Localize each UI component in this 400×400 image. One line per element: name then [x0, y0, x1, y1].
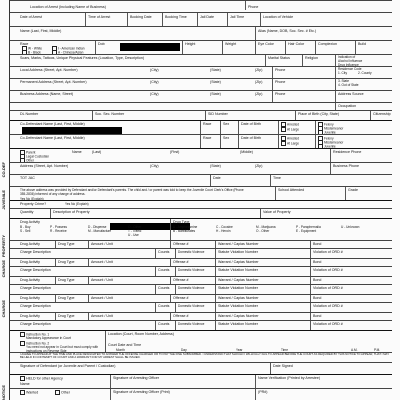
violation-ord: Violation of ORD #	[313, 250, 343, 254]
business-label: Business Address (Name, Street)	[20, 92, 74, 96]
drug-type: Drug Type	[58, 314, 75, 318]
res-code-label: Residence Code	[338, 67, 362, 71]
sub-manufacture: M - Manufacture	[88, 229, 112, 233]
sub-possess: P - Possess	[50, 225, 67, 229]
codef1-race: Race	[203, 122, 212, 126]
codef1-arrested: Arrested	[287, 122, 300, 127]
religion-label: Religion	[305, 56, 318, 60]
offense-number: Offense #	[173, 260, 189, 264]
domestic-violence: Domestic Violence	[178, 286, 205, 290]
held-for: HELD for other Agency	[26, 376, 63, 381]
other-agency-check: Other	[61, 390, 70, 395]
weight-label: Weight	[225, 42, 237, 46]
offense-number: Offense #	[173, 242, 189, 246]
codef2-juv: Juvenile	[324, 144, 336, 149]
codef2-dob: Date of Birth	[241, 136, 261, 140]
physical-row	[10, 40, 392, 54]
codef2-atlarge: At Large	[287, 141, 300, 146]
bond: Bond	[313, 242, 322, 246]
court-am: A.M.	[351, 348, 358, 352]
permanent-address-label: Permanent Address (Street, Apt. Number)	[20, 80, 87, 84]
domestic-violence: Domestic Violence	[178, 304, 205, 308]
parent-middle: (Middle)	[240, 150, 253, 154]
ssn-label: Soc. Sec. Number	[95, 112, 125, 116]
juv-yes-no: Yes No (Explain)	[20, 197, 44, 201]
counts: Counts	[158, 304, 170, 308]
res-county: 2. County	[358, 71, 372, 75]
complexion-label: Complexion	[318, 42, 337, 46]
property-yes-no: Yes No (Explain)	[65, 202, 89, 206]
sub-use: U - Use	[128, 233, 139, 237]
drug-activity-row	[10, 240, 392, 248]
juvenile-notice-text: The above address was provided by Defendant and/or Defendant's parents. The child and / or parent was told to keep the Juvenile Court Clerk's Office (Phone 355-2836) informed of any change of address.	[20, 188, 244, 196]
domestic-violence: Domestic Violence	[178, 268, 205, 272]
held-name: Name	[20, 382, 30, 386]
warrant-number: Warrant / Capias Number	[218, 260, 259, 264]
build-label: Build	[358, 42, 366, 46]
offense-number: Offense #	[173, 278, 189, 282]
name-verify: Name Verification (Printed by Arrestee)	[258, 376, 321, 380]
drug-activity-row	[10, 258, 392, 266]
statute-number: Statute Violation Number	[218, 250, 258, 254]
drug-activity-row	[10, 312, 392, 320]
bond: Bond	[313, 314, 322, 318]
charge-description: Charge Description	[20, 322, 51, 326]
indication-label: Indication of	[338, 55, 356, 59]
badge-label: (PR#)	[258, 390, 268, 394]
local-zip: (Zip)	[255, 68, 263, 72]
codef2-misd: Misdemeanor	[324, 140, 344, 145]
amount-unit: Amount / Unit	[91, 296, 113, 300]
codef2-arrested: Arrested	[287, 136, 300, 141]
counts: Counts	[158, 322, 170, 326]
amount-unit: Amount / Unit	[91, 260, 113, 264]
statute-number: Statute Violation Number	[218, 286, 258, 290]
name-label: Name (Last, First, Middle)	[20, 29, 62, 33]
tot-time: Time	[273, 176, 281, 180]
parent-res-phone: Residence Phone	[333, 150, 362, 154]
height-label: Height	[185, 42, 196, 46]
school-label: School Attended	[278, 188, 305, 192]
permanent-address-row	[10, 78, 392, 90]
court-time: Time	[281, 348, 288, 352]
sig-defendant: Signature of Defendant (or Juvenile and Parent / Custodian)	[20, 364, 116, 368]
charge-description: Charge Description	[20, 268, 51, 272]
amount-unit: Amount / Unit	[91, 242, 113, 246]
local-state: (State)	[210, 68, 221, 72]
instruction-2: Instruction No. 2	[26, 341, 50, 346]
tot-date: Date	[213, 176, 221, 180]
location-row	[10, 0, 392, 10]
charge-description: Charge Description	[20, 250, 51, 254]
codef2-sex: Sex	[223, 136, 230, 140]
drug-type: Drug Type	[58, 278, 75, 282]
race-white: W - White	[28, 46, 42, 51]
codef-row-2	[10, 134, 392, 148]
local-phone: Phone	[275, 68, 286, 72]
drug-label: Drug Influence	[338, 63, 359, 67]
res-city: 1. City	[338, 71, 348, 75]
juvenile-side-label: JUVENILE	[1, 190, 6, 210]
redacted-dob	[120, 43, 180, 51]
drug-activity-row	[10, 294, 392, 302]
bus-state: (State)	[210, 92, 221, 96]
parent-state: (State)	[210, 164, 221, 168]
dates-row	[10, 12, 392, 26]
instruction-1: Instruction No. 1	[26, 332, 50, 337]
drug-amph: A - Amphetamine	[173, 225, 198, 229]
charge-row	[10, 320, 392, 330]
violation-ord: Violation of ORD #	[313, 322, 343, 326]
perm-zip: (Zip)	[255, 80, 263, 84]
local-city: (City)	[150, 68, 159, 72]
drug-legend-row	[10, 218, 392, 240]
instruction-2b: You need not appear in Court but must comply with instructions on Reverse Side	[26, 345, 99, 353]
tot-jac-label: TOT JAC	[20, 176, 35, 180]
property-header-row	[10, 208, 392, 218]
notice-side-label: NOTICE	[1, 385, 6, 400]
perm-city: (City)	[150, 80, 159, 84]
drug-other: O - Other	[256, 229, 270, 233]
court-day: Day	[181, 348, 187, 352]
domestic-violence: Domestic Violence	[178, 250, 205, 254]
bond: Bond	[313, 260, 322, 264]
business-row	[10, 90, 392, 102]
charge-row	[10, 248, 392, 258]
drug-activity: Drug Activity	[20, 296, 40, 300]
agree-row	[10, 352, 392, 362]
warrant-number: Warrant / Capias Number	[218, 296, 259, 300]
property-side-label: PROPERTY	[1, 235, 6, 258]
parent-bus-phone: Business Phone	[333, 164, 359, 168]
bond: Bond	[313, 296, 322, 300]
codef2-race: Race	[203, 136, 212, 140]
held-row	[10, 374, 392, 388]
perm-phone: Phone	[275, 80, 286, 84]
parent-check: Parent	[26, 150, 36, 155]
drug-marijuana: M - Marijuana	[256, 225, 276, 229]
codef-row-1	[10, 120, 392, 134]
parent-last: (Last)	[92, 150, 102, 154]
occupation-row	[10, 102, 392, 110]
vehicle-location-label: Location of Vehicle	[263, 15, 294, 19]
race-black: B - Black	[28, 50, 41, 55]
drug-equip: E - Equipment	[296, 229, 317, 233]
amount-unit: Amount / Unit	[91, 314, 113, 318]
alcohol-label: Alcohol Influence	[338, 59, 363, 63]
property-quantity: Quantity	[20, 210, 34, 214]
wanted-check: Wanted	[26, 390, 39, 395]
property-crime-row	[10, 200, 392, 208]
codef2-label: Co-Defendant Name (Last, First, Middle)	[20, 136, 85, 140]
alias-label: Alias (Name, DOB, Soc. Sec. # Etc.)	[258, 29, 317, 33]
bond: Bond	[313, 278, 322, 282]
violation-ord: Violation of ORD #	[313, 268, 343, 272]
pob-label: Place of Birth (City, State)	[298, 112, 340, 116]
eye-label: Eye Color	[258, 42, 274, 46]
name-row	[10, 26, 392, 40]
perm-state: (State)	[210, 80, 221, 84]
drug-activity-label: Drug Activity	[20, 220, 40, 224]
parent-address-row	[10, 162, 392, 174]
local-address-row	[10, 66, 392, 78]
property-value: Value of Property	[263, 210, 291, 214]
warrant-number: Warrant / Capias Number	[218, 314, 259, 318]
sig-officer-print: Signature of Arresting Officer (Print)	[113, 390, 170, 394]
booking-time-label: Booking Time	[165, 15, 187, 19]
date-arrest-label: Date of Arrest	[20, 15, 42, 19]
court-month: Month	[116, 348, 125, 352]
jail-time-label: Jail Time	[230, 15, 245, 19]
race-asian: A - Chinese/Asian	[58, 50, 84, 55]
grade-label: Grade	[348, 188, 358, 192]
bus-zip: (Zip)	[255, 92, 263, 96]
court-date-time: Court Date and Time	[108, 343, 142, 347]
redacted-codef1	[22, 127, 122, 134]
location-label: Location of Arrest (Including Name of Business)	[30, 5, 106, 9]
counts: Counts	[158, 286, 170, 290]
charge-row	[10, 302, 392, 312]
codef1-atlarge: At Large	[287, 127, 300, 132]
res-state: 3. State	[338, 79, 349, 83]
marital-label: Marital Status	[268, 56, 290, 60]
drug-unknown: U - Unknown	[341, 225, 360, 229]
codef1-label: Co-Defendant Name (Last, First, Middle)	[20, 122, 85, 126]
drug-barb: B - Barbiturates	[173, 229, 196, 233]
instruction-1b: Mandatory Appearance in Court	[26, 336, 72, 340]
drug-activity: Drug Activity	[20, 278, 40, 282]
race-label: Race	[20, 42, 29, 46]
warrant-number: Warrant / Capias Number	[218, 242, 259, 246]
codef-side-label: CO-DEF	[1, 162, 6, 178]
date-signed: Date Signed	[273, 364, 293, 368]
drug-type-label: Drug Type	[173, 220, 190, 224]
drug-cocaine: C - Cocaine	[216, 225, 233, 229]
property-crime: Property Crime?	[20, 202, 47, 206]
drug-activity-row	[10, 276, 392, 284]
codef1-felony: Felony	[324, 122, 334, 127]
codef1-sex: Sex	[223, 122, 230, 126]
race-indian: I - American Indian	[58, 46, 85, 51]
court-pm: P.M.	[374, 348, 381, 352]
codef1-dob: Date of Birth	[241, 122, 261, 126]
parent-row	[10, 148, 392, 162]
statute-number: Statute Violation Number	[218, 322, 258, 326]
scars-row	[10, 54, 392, 66]
counts: Counts	[158, 250, 170, 254]
location-phone-label: Phone	[248, 5, 259, 9]
court-year: Year	[236, 348, 243, 352]
drug-para: P - Paraphernalia	[296, 225, 321, 229]
charge-row	[10, 284, 392, 294]
occupation-label: Occupation	[338, 104, 357, 108]
drug-type: Drug Type	[58, 260, 75, 264]
violation-ord: Violation of ORD #	[313, 286, 343, 290]
bus-city: (City)	[150, 92, 159, 96]
property-description: Description of Property	[53, 210, 90, 214]
agree-text: I AGREE TO APPEAR AT THE TIME AND PLACE DESIGNATED TO ANSWER THE OFFENSE CHARGED OR TO PAY THE FINE SUBSCRIBED. I UNDERSTAND THAT SHOULD I WILLFULLY FAIL TO APPEAR BEFORE THE COURT AS REQUIRED BY THIS NOTICE TO APPEAR, THAT I MAY BE HELD IN CONTEMPT OF COURT AND A WARRANT FOR MY ARREST SHALL BE ISSUED.	[20, 352, 390, 360]
sub-traffic: T - Traffic	[128, 229, 142, 233]
parent-zip: (Zip)	[255, 164, 263, 168]
drug-type: Drug Type	[58, 242, 75, 246]
wanted-row	[10, 388, 392, 400]
sub-dispense: D - Dispense	[88, 225, 107, 229]
charge-row	[10, 266, 392, 276]
drug-type: Drug Type	[58, 296, 75, 300]
bus-phone: Phone	[275, 92, 286, 96]
charge-description: Charge Description	[20, 304, 51, 308]
drug-activity: Drug Activity	[20, 314, 40, 318]
other-check: Other	[26, 158, 34, 163]
legal-check: Legal Custodian	[26, 154, 50, 159]
citizenship-label: Citizenship	[373, 112, 391, 116]
counts: Counts	[158, 268, 170, 272]
sub-other: O - Other	[128, 225, 142, 229]
charge-side-label-1: CHARGE	[1, 260, 6, 278]
dob-label: Dob	[98, 42, 105, 46]
time-arrest-label: Time of Arrest	[88, 15, 111, 19]
jail-date-label: Jail Date	[200, 15, 214, 19]
amount-unit: Amount / Unit	[91, 278, 113, 282]
drug-activity: Drug Activity	[20, 260, 40, 264]
parent-address: Address (Street, Apt. Number)	[20, 164, 69, 168]
sub-buy: B - Buy	[20, 225, 31, 229]
juvenile-notice-row	[10, 186, 392, 200]
scars-label: Scars, Marks, Tattoos, Unique Physical Features (Location, Type, Description)	[20, 56, 145, 60]
signature-row	[10, 362, 392, 374]
parent-city: (City)	[150, 164, 159, 168]
dl-label: DL Number	[20, 112, 39, 116]
address-source: Address Source	[338, 92, 364, 96]
hair-label: Hair Color	[288, 42, 305, 46]
instructions-row	[10, 330, 392, 352]
drug-heroin: H - Heroin	[216, 229, 231, 233]
drug-activity: Drug Activity	[20, 242, 40, 246]
parent-name-label: Name	[72, 150, 82, 154]
tot-jac-row	[10, 174, 392, 186]
sub-receive: R - Receive	[50, 229, 67, 233]
charge-description: Charge Description	[20, 286, 51, 290]
form-sidebar	[0, 0, 10, 400]
id-row	[10, 110, 392, 120]
warrant-number: Warrant / Capias Number	[218, 278, 259, 282]
offense-number: Offense #	[173, 296, 189, 300]
codef1-misd: Misdemeanor	[324, 126, 344, 131]
booking-date-label: Booking Date	[130, 15, 152, 19]
charge-side-label-2: CHARGE	[1, 300, 6, 318]
res-outstate: 4. Out of State	[338, 83, 359, 87]
court-location: Location (Court, Room Number, Address)	[108, 332, 174, 336]
domestic-violence: Domestic Violence	[178, 322, 205, 326]
statute-number: Statute Violation Number	[218, 304, 258, 308]
codef2-felony: Felony	[324, 136, 334, 141]
offense-number: Offense #	[173, 314, 189, 318]
local-address-label: Local Address (Street, Apt. Number)	[20, 68, 78, 72]
codef1-juv: Juvenile	[324, 130, 336, 135]
violation-ord: Violation of ORD #	[313, 304, 343, 308]
sid-label: SID Number	[208, 112, 228, 116]
sub-sell: S - Sell	[20, 229, 31, 233]
statute-number: Statute Violation Number	[218, 268, 258, 272]
sig-officer: Signature of Arresting Officer	[113, 376, 160, 380]
parent-first: (First)	[170, 150, 180, 154]
